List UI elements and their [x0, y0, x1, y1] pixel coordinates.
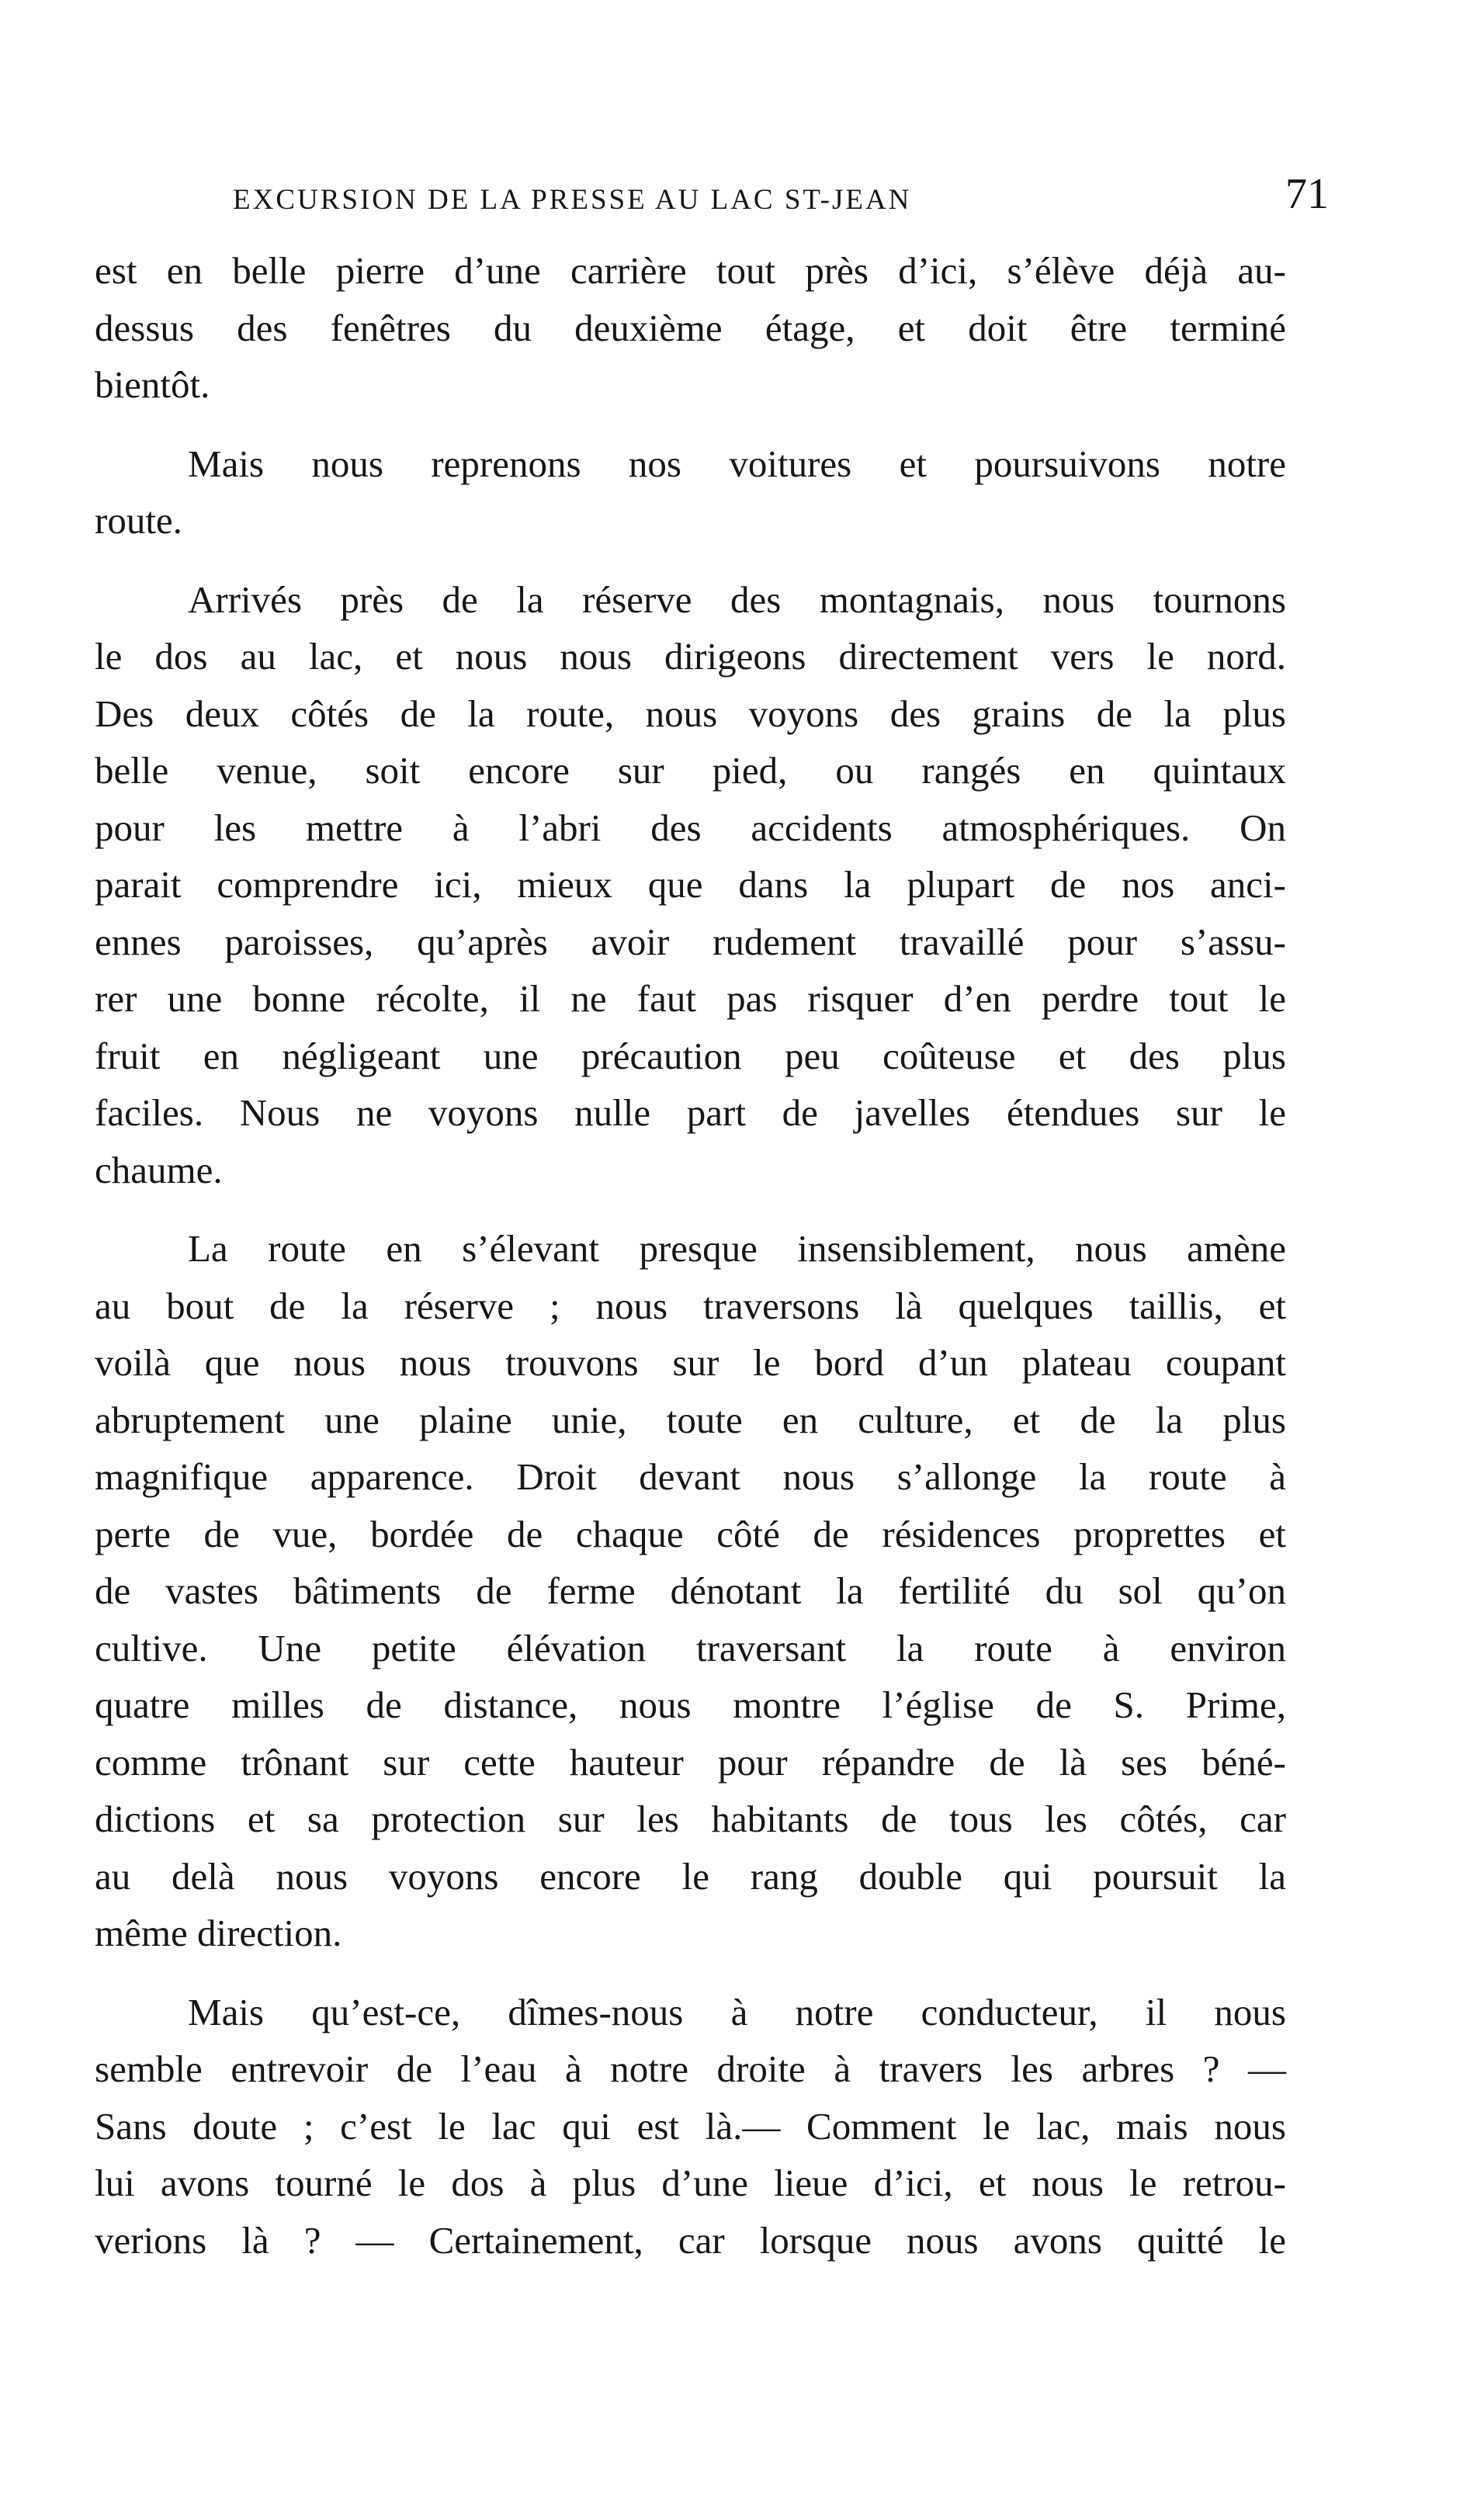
text-line: semble entrevoir de l’eau à notre droite à travers les arbres ? — — [95, 2047, 1286, 2090]
text-line: cultive. Une petite élévation traversant la route à environ — [95, 1626, 1286, 1669]
text-line: faciles. Nous ne voyons nulle part de javelles étendues sur le — [95, 1091, 1286, 1134]
text-line: comme trônant sur cette hauteur pour répandre de là ses béné- — [95, 1740, 1286, 1784]
text-line: pour les mettre à l’abri des accidents atmosphériques. On — [95, 806, 1286, 849]
text-line: est en belle pierre d’une carrière tout près d’ici, s’élève déjà au- — [95, 249, 1286, 292]
text-line: parait comprendre ici, mieux que dans la plupart de nos anci- — [95, 863, 1286, 906]
text-line: bientôt. — [95, 363, 210, 406]
paragraph-5 — [95, 1984, 1286, 2269]
running-head — [93, 169, 1329, 231]
text-line: Des deux côtés de la route, nous voyons des grains de la plus — [95, 692, 1286, 735]
text-line: dessus des fenêtres du deuxième étage, et doit être terminé — [95, 306, 1286, 349]
text-line: verions là ? — Certainement, car lorsque nous avons quitté le — [95, 2218, 1286, 2262]
text-line: magnifique apparence. Droit devant nous s’allonge la route à — [95, 1455, 1286, 1498]
paragraph-2 — [95, 435, 1286, 550]
paragraph-1 — [95, 242, 1286, 414]
text-line: au bout de la réserve ; nous traversons là quelques taillis, et — [95, 1284, 1286, 1327]
text-line: belle venue, soit encore sur pied, ou rangés en quintaux — [95, 749, 1286, 792]
body-text — [95, 242, 1286, 2290]
paragraph-3 — [95, 571, 1286, 1199]
text-line: fruit en négligeant une précaution peu coûteuse et des plus — [95, 1034, 1286, 1077]
text-line: Mais qu’est-ce, dîmes-nous à notre conducteur, il nous — [188, 1990, 1286, 2033]
text-line: lui avons tourné le dos à plus d’une lieue d’ici, et nous le retrou- — [95, 2162, 1286, 2204]
text-line: de vastes bâtiments de ferme dénotant la fertilité du sol qu’on — [95, 1569, 1286, 1612]
text-line: dictions et sa protection sur les habitants de tous les côtés, car — [95, 1798, 1286, 1840]
text-line: rer une bonne récolte, il ne faut pas risquer d’en perdre tout le — [95, 977, 1286, 1020]
text-line: La route en s’élevant presque insensiblement, nous amène — [188, 1227, 1286, 1270]
text-line: voilà que nous nous trouvons sur le bord d’un plateau coupant — [95, 1341, 1286, 1384]
text-line: quatre milles de distance, nous montre l’église de S. Prime, — [95, 1683, 1286, 1726]
text-line: abruptement une plaine unie, toute en culture, et de la plus — [95, 1398, 1286, 1441]
text-line: le dos au lac, et nous nous dirigeons directement vers le nord. — [95, 635, 1286, 678]
page-number: 71 — [1285, 170, 1329, 218]
text-line: Sans doute ; c’est le lac qui est là.— Comment le lac, mais nous — [95, 2104, 1286, 2148]
text-line: chaume. — [95, 1148, 223, 1191]
text-line: Arrivés près de la réserve des montagnais, nous tournons — [188, 577, 1286, 621]
text-line: au delà nous voyons encore le rang double qui poursuit la — [95, 1854, 1286, 1898]
text-line: perte de vue, bordée de chaque côté de résidences proprettes et — [95, 1512, 1286, 1555]
paragraph-4 — [95, 1220, 1286, 1962]
text-line: ennes paroisses, qu’après avoir rudement travaillé pour s’assu- — [95, 920, 1286, 963]
text-line: Mais nous reprenons nos voitures et poursuivons notre — [188, 442, 1286, 485]
text-line: route. — [95, 499, 182, 542]
text-line: même direction. — [95, 1912, 342, 1954]
running-title: EXCURSION DE LA PRESSE AU LAC ST-JEAN — [233, 184, 912, 216]
